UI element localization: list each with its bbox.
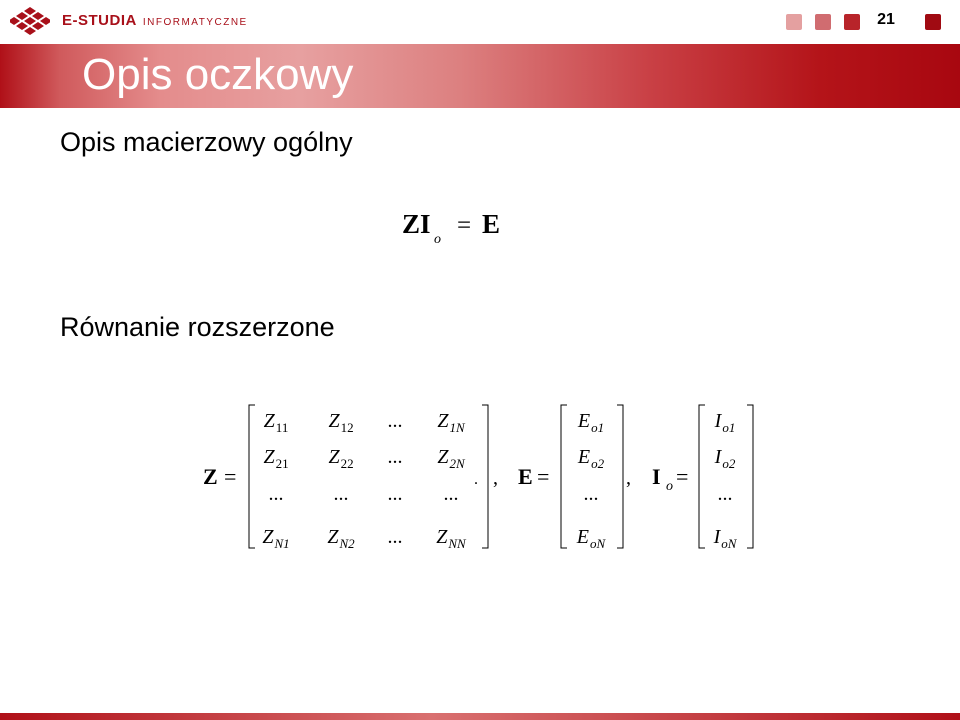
comma-1: ,	[493, 467, 498, 489]
i-cell-2-base: I	[714, 446, 722, 468]
z-cell-1-1-subscript: 11	[275, 420, 289, 435]
e-cell-1	[577, 410, 604, 435]
z-cell-1-4-base: Z	[437, 410, 449, 432]
i-cell-2-subscript: o2	[722, 456, 736, 471]
page-number: 21	[877, 11, 895, 28]
i-label-sub: o	[666, 479, 673, 494]
i-cell-3: ...	[717, 483, 733, 505]
i-equals: =	[676, 464, 689, 489]
eq1-lhs: ZI	[402, 209, 431, 239]
z-cell-3-2: ...	[333, 483, 349, 505]
e-cell-2-base: E	[577, 446, 591, 468]
heading-extended: Równanie rozszerzone	[60, 312, 335, 342]
z-cell-1-2	[328, 410, 353, 435]
eq1-equals: =	[457, 212, 472, 239]
e-vector	[576, 410, 607, 551]
eq1-rhs: E	[482, 209, 501, 239]
z-cell-2-2-subscript: 22	[340, 456, 354, 471]
z-cell-2-1-subscript: 21	[275, 456, 289, 471]
z-cell-3-3: ...	[387, 483, 403, 505]
i-label: I	[652, 464, 661, 489]
i-cell-1-subscript: o1	[722, 420, 736, 435]
brand-sub: INFORMATYCZNE	[142, 17, 248, 28]
i-cell-1-base: I	[714, 410, 722, 432]
matrix-equation	[203, 405, 753, 551]
z-cell-1-3: ...	[387, 410, 403, 432]
z-dot: .	[474, 471, 478, 488]
comma-2: ,	[626, 467, 631, 489]
z-cell-4-4	[436, 526, 467, 551]
z-cell-2-4-base: Z	[437, 446, 449, 468]
z-cell-1-2-base: Z	[328, 410, 340, 432]
bottom-bar	[0, 713, 960, 720]
z-label: Z	[203, 464, 218, 489]
i-cell-2	[714, 446, 736, 471]
z-cell-2-1	[263, 446, 288, 471]
i-cell-4-base: I	[713, 526, 721, 548]
z-cell-4-3: ...	[387, 526, 403, 548]
e-label: E	[518, 464, 533, 489]
i-vector	[713, 410, 738, 551]
z-cell-4-1-base: Z	[262, 526, 274, 548]
slide-title: Opis oczkowy	[82, 50, 354, 99]
z-cell-4-1-subscript: N1	[274, 536, 290, 551]
e-cell-1-subscript: o1	[591, 420, 605, 435]
e-cell-2-subscript: o2	[591, 456, 605, 471]
z-cell-4-1	[262, 526, 289, 551]
i-cell-4-subscript: oN	[721, 536, 737, 551]
z-cell-2-4	[437, 446, 466, 471]
z-cell-4-2-base: Z	[327, 526, 339, 548]
z-cell-4-2	[327, 526, 355, 551]
z-cell-2-2-base: Z	[328, 446, 340, 468]
z-cell-4-4-subscript: NN	[448, 536, 466, 551]
z-cell-1-1	[264, 410, 289, 435]
z-cell-2-4-subscript: 2N	[449, 456, 465, 471]
e-equals: =	[537, 464, 550, 489]
z-equals: =	[224, 464, 237, 489]
e-cell-2	[577, 446, 605, 471]
e-cell-1-base: E	[577, 410, 591, 432]
heading-general: Opis macierzowy ogólny	[60, 127, 353, 157]
z-cell-1-4	[437, 410, 466, 435]
e-cell-4-subscript: oN	[590, 536, 606, 551]
z-cell-4-2-subscript: N2	[339, 536, 355, 551]
z-cell-3-4: ...	[443, 483, 459, 505]
brand-main: E-STUDIA	[62, 12, 137, 29]
z-matrix	[262, 410, 467, 551]
z-cell-1-1-base: Z	[263, 410, 275, 432]
i-cell-1	[714, 410, 736, 435]
z-cell-2-2	[328, 446, 353, 471]
z-cell-2-3: ...	[387, 446, 403, 468]
z-cell-1-4-subscript: 1N	[449, 420, 465, 435]
eq1-lhs-sub: o	[434, 232, 441, 247]
z-cell-2-1-base: Z	[263, 446, 275, 468]
z-cell-1-2-subscript: 12	[340, 420, 354, 435]
z-cell-4-4-base: Z	[436, 526, 448, 548]
equation-general	[402, 209, 500, 247]
z-cell-3-1: ...	[268, 483, 284, 505]
i-cell-4	[713, 526, 738, 551]
e-cell-4-base: E	[576, 526, 590, 548]
e-cell-4	[576, 526, 607, 551]
e-cell-3: ...	[583, 483, 599, 505]
